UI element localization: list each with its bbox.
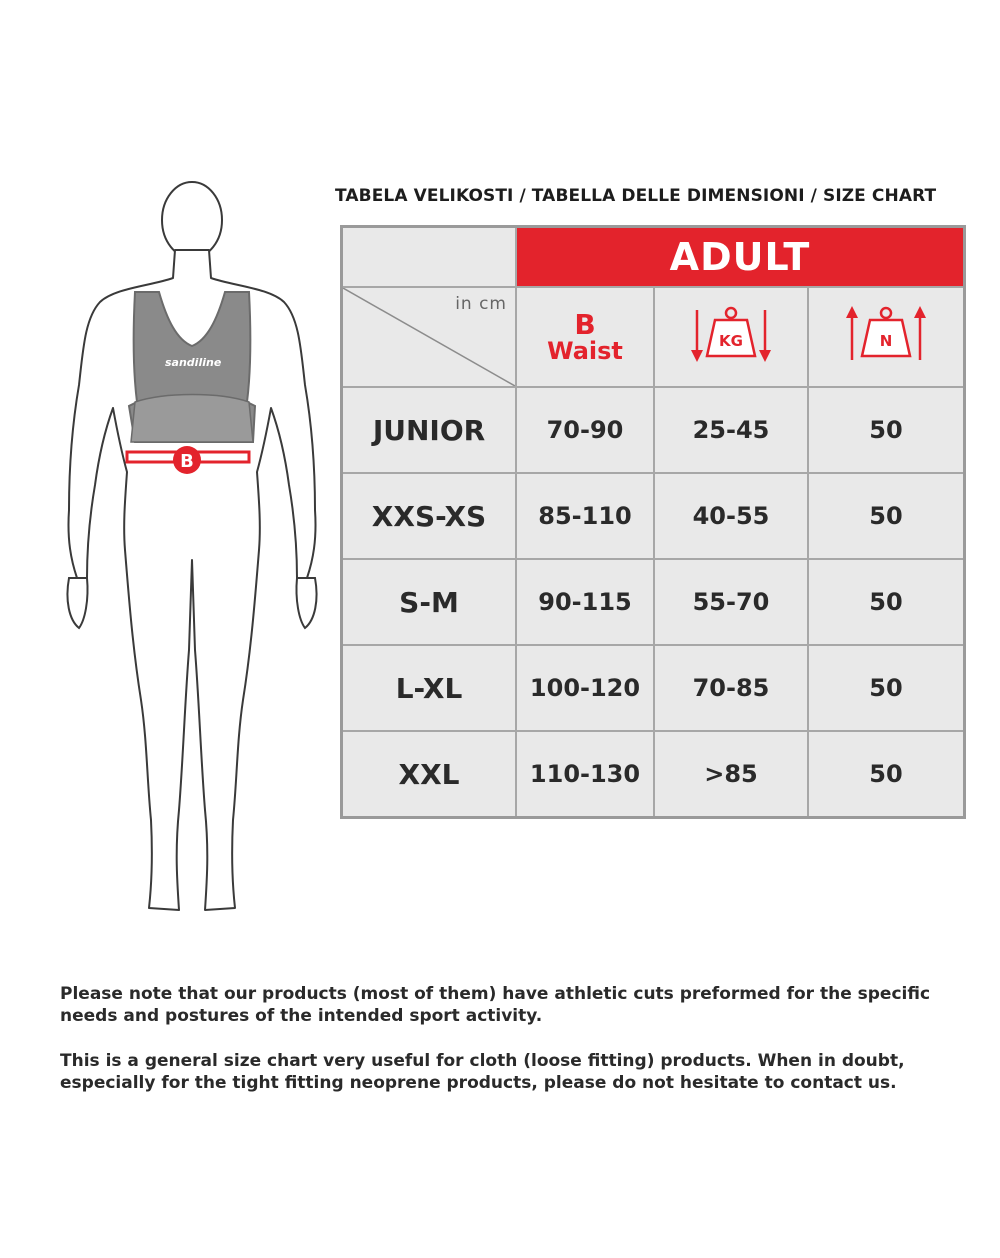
head-outline [162,182,222,258]
waist-cell: 85-110 [516,473,654,559]
weight-column-header [654,287,808,387]
size-cell: S-M [342,559,517,645]
vest-belt-panel [131,395,253,443]
svg-text:N: N [879,332,893,350]
athletic-cut-note: Please note that our products (most of them) have athletic cuts preformed for the specific needs and postures of the intended sport activity. [60,984,931,1026]
weight-cell: 40-55 [654,473,808,559]
table-row [342,387,965,473]
weight-cell: >85 [654,731,808,818]
force-cell: 50 [808,387,965,473]
waist-cell: 70-90 [516,387,654,473]
size-chart-title: TABELA VELIKOSTI / TABELLA DELLE DIMENSIONI / SIZE CHART [335,186,937,206]
size-cell: JUNIOR [342,387,517,473]
right-hand-outline [296,578,316,628]
force-n-icon [846,304,926,366]
size-cell: XXS-XS [342,473,517,559]
unit-label: in cm [455,294,507,314]
general-size-note: This is a general size chart very useful for cloth (loose fitting) products. When in doubt, especially for the tight fitting neoprene products, please do not hesitate to contact us. [60,1051,905,1093]
size-cell: XXL [342,731,517,818]
vest-brand-logo: sandiline [165,356,222,369]
force-cell: 50 [808,473,965,559]
force-cell: 50 [808,645,965,731]
waist-marker-letter: B [180,451,194,472]
unit-header-cell [342,287,517,387]
waist-column-header [516,287,654,387]
size-table [340,225,966,819]
blank-corner-cell [342,227,517,288]
column-header-row [342,287,965,387]
table-row [342,559,965,645]
waist-column-letter: B [574,307,596,341]
group-header-row [342,227,965,288]
weight-kg-icon [691,304,771,366]
size-cell: L-XL [342,645,517,731]
adult-group-header: ADULT [516,227,965,288]
waist-cell: 100-120 [516,645,654,731]
waist-cell: 110-130 [516,731,654,818]
force-cell: 50 [808,731,965,818]
weight-cell: 55-70 [654,559,808,645]
table-row [342,473,965,559]
force-cell: 50 [808,559,965,645]
force-column-header [808,287,965,387]
waist-column-label: Waist [547,337,623,366]
body-figure-illustration [55,180,330,925]
weight-cell: 25-45 [654,387,808,473]
table-row [342,731,965,818]
waist-cell: 90-115 [516,559,654,645]
left-hand-outline [67,578,87,628]
svg-text:KG: KG [719,332,743,350]
table-row [342,645,965,731]
weight-cell: 70-85 [654,645,808,731]
